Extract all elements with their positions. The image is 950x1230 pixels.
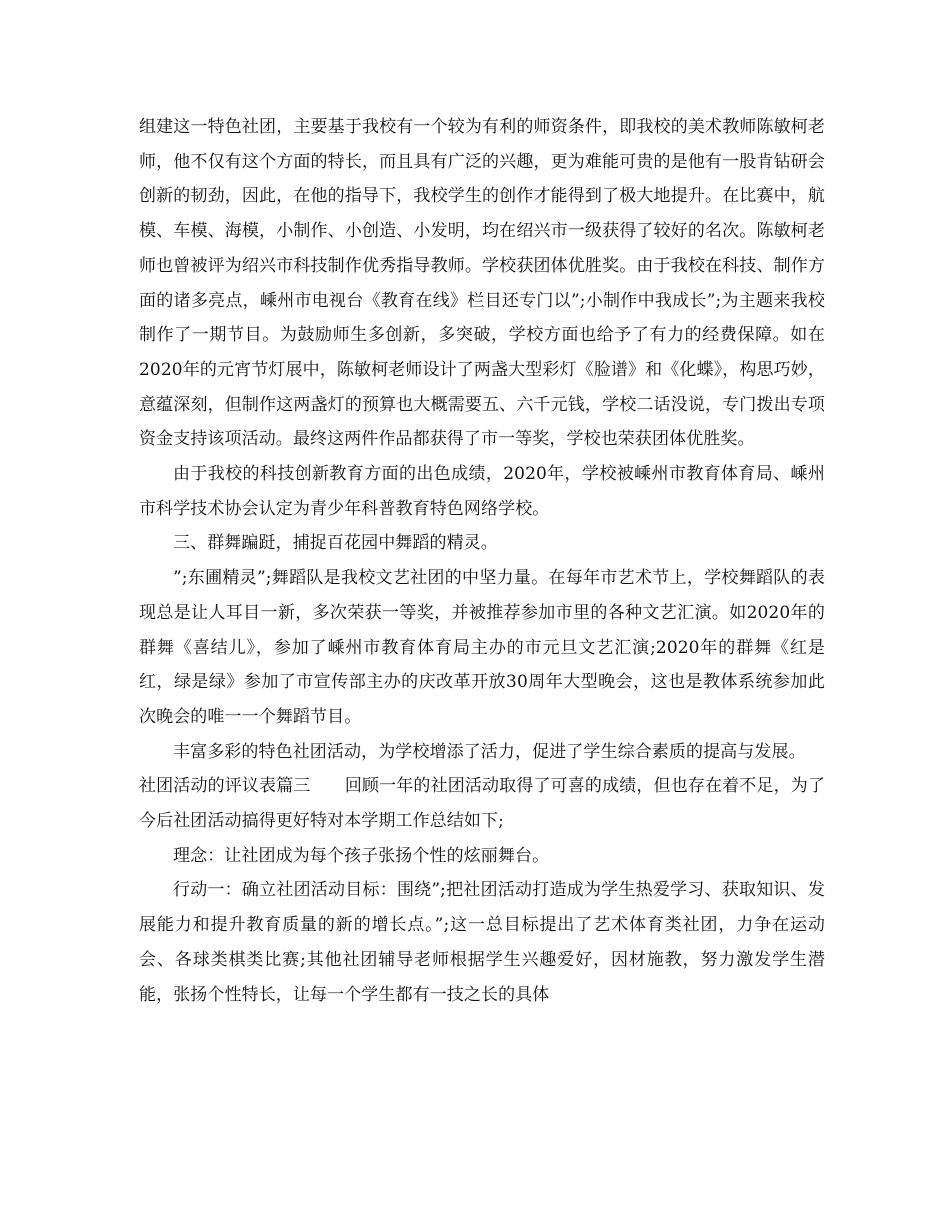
paragraph-club-founding: 组建这一特色社团，主要基于我校有一个较为有利的师资条件，即我校的美术教师陈敏柯老师，他不仅有这个方面的特长，而且具有广泛的兴趣，更为难能可贵的是他有一股肯钻研会创新的韧劲，因此，在他的指导下，我校学生的创作才能得到了极大地提升。在比赛中，航模、车模、海模，小制作、小创造、小发明，均在绍兴市一级获得了较好的名次。陈敏柯老师也曾被评为绍兴市科技制作优秀指导教师。学校获团体优胜奖。由于我校在科技、制作方面的诸多亮点，嵊州市电视台《教育在线》栏目还专门以”;小制作中我成长”;为主题来我校制作了一期节目。为鼓励师生多创新，多突破，学校方面也给予了有力的经费保障。如在2020年的元宵节灯展中，陈敏柯老师设计了两盏大型彩灯《脸谱》和《化蝶》，构思巧妙，意蕴深刻，但制作这两盏灯的预算也大概需要五、六千元钱，学校二话没说，专门拨出专项资金支持该项活动。最终这两件作品都获得了市一等奖，学校也荣获团体优胜奖。 [139,117,825,450]
section-heading-dance: 三、群舞蹁跹，捕捉百花园中舞蹈的精灵。 [173,533,498,554]
paragraph-science-school: 由于我校的科技创新教育方面的出色成绩，2020年，学校被嵊州市教育体育局、嵊州市科学技术协会认定为青少年科普教育特色网络学校。 [139,464,825,519]
paragraph-dance-team: ”;东圃精灵”;舞蹈队是我校文艺社团的中坚力量。在每年市艺术节上，学校舞蹈队的表现总是让人耳目一新，多次荣获一等奖，并被推荐参加市里的各种文艺汇演。如2020年的群舞《喜结儿》，参加了嵊州市教育体育局主办的市元旦文艺汇演;2020年的群舞《红是红，绿是绿》参加了市宣传部主办的庆改革开放30周年大型晚会，这也是教体系统参加此次晚会的唯一一个舞蹈节目。 [139,568,825,727]
paragraph-review-part-three: 社团活动的评议表篇三 回顾一年的社团活动取得了可喜的成绩，但也存在着不足，为了今后社团活动搞得更好特对本学期工作总结如下; [139,776,825,832]
paragraph-club-summary: 丰富多彩的特色社团活动，为学校增添了活力，促进了学生综合素质的提高与发展。 [173,741,806,762]
document-body [139,110,825,1012]
paragraph-action-one: 行动一：确立社团活动目标：围绕”;把社团活动打造成为学生热爱学习、获取知识、发展能力和提升教育质量的新的增长点。”;这一总目标提出了艺术体育类社团，力争在运动会、各球类棋类比赛;其他社团辅导老师根据学生兴趣爱好，因材施教，努力激发学生潜能，张扬个性特长，让每一个学生都有一技之长的具体 [139,880,825,1005]
paragraph-philosophy: 理念：让社团成为每个孩子张扬个性的炫丽舞台。 [173,845,550,866]
